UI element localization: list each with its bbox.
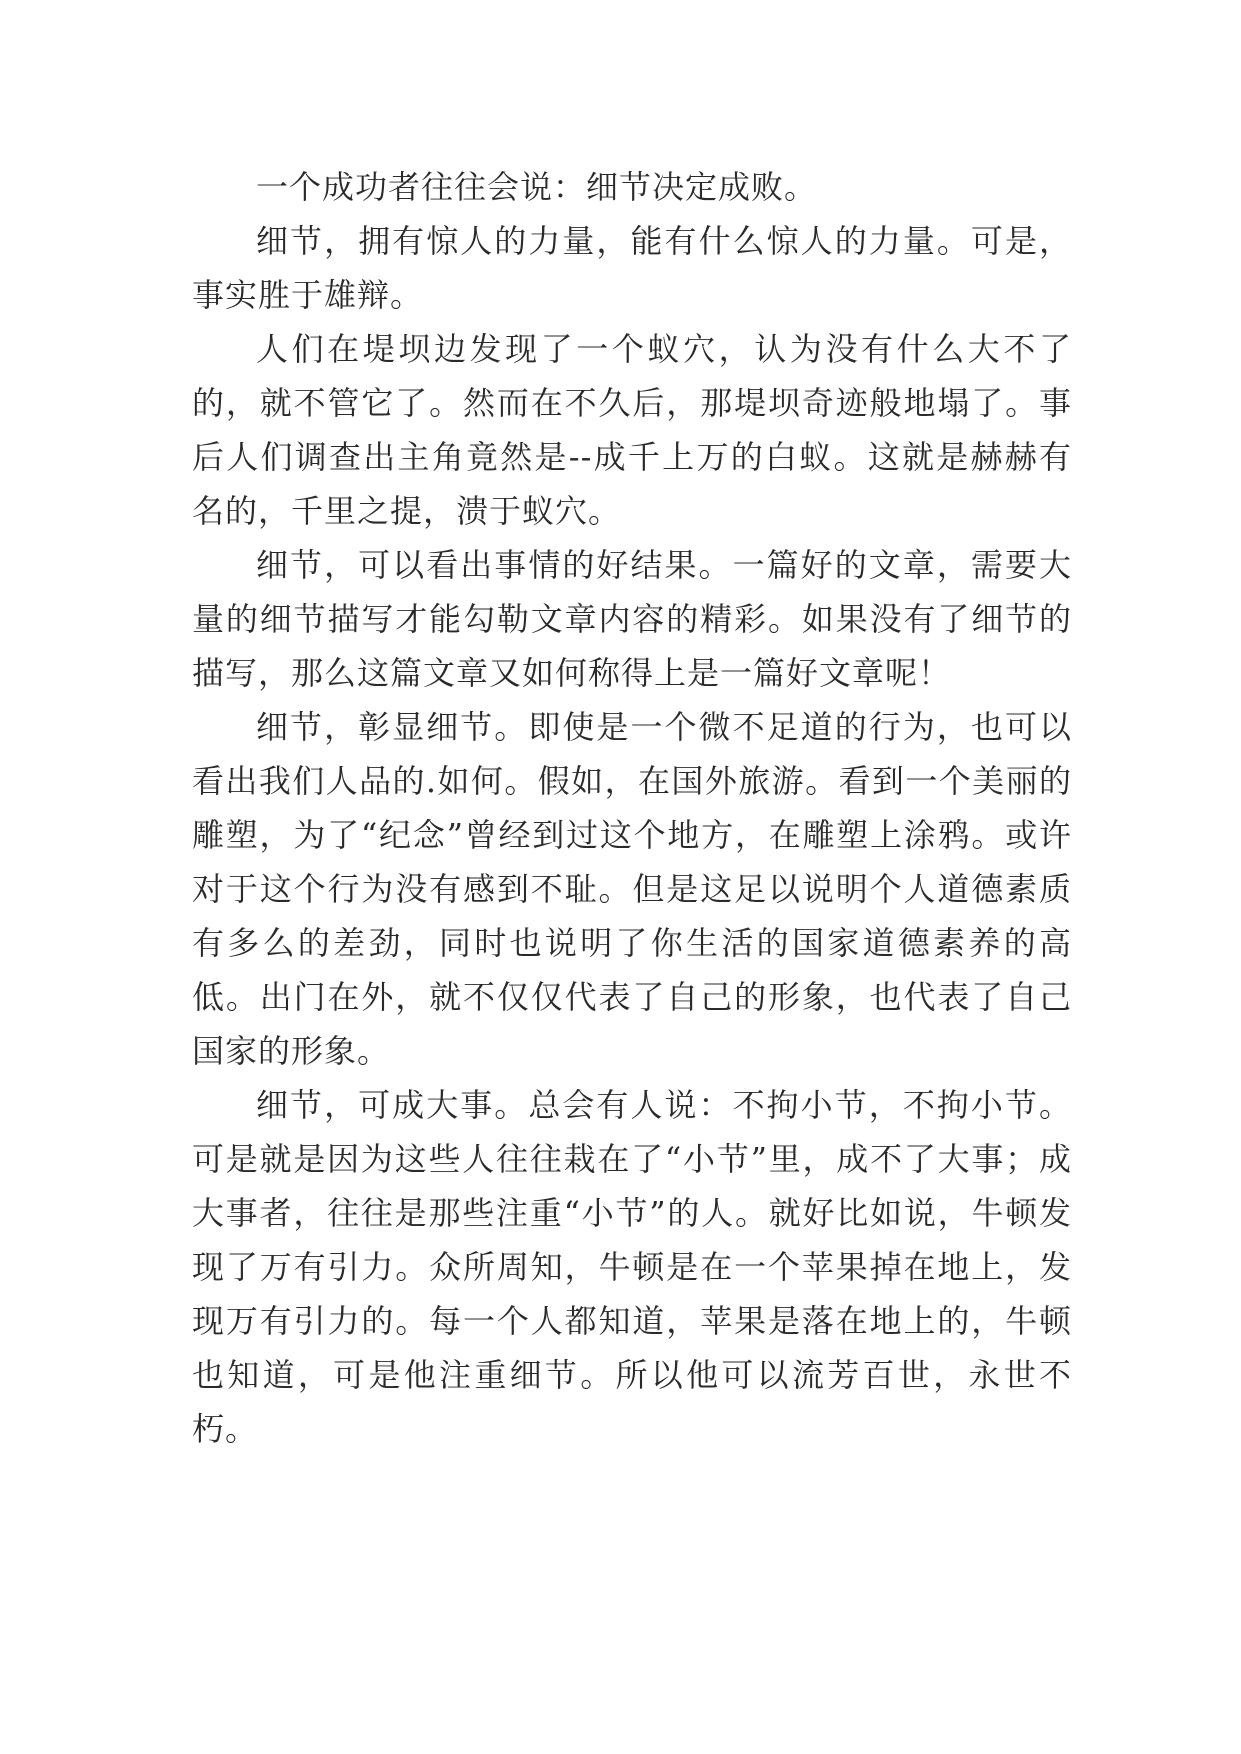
paragraph-2: 细节，拥有惊人的力量，能有什么惊人的力量。可是，事实胜于雄辩。 (192, 222, 1072, 314)
essay-body (192, 160, 1072, 1456)
paragraph-4: 细节，可以看出事情的好结果。一篇好的文章，需要大量的细节描写才能勾勒文章内容的精彩。如果没有了细节的描写，那么这篇文章又如何称得上是一篇好文章呢！ (192, 546, 1072, 692)
paragraph-6: 细节，可成大事。总会有人说：不拘小节，不拘小节。可是就是因为这些人往往栽在了“小节”里，成不了大事；成大事者，往往是那些注重“小节”的人。就好比如说，牛顿发现了万有引力。众所周知，牛顿是在一个苹果掉在地上，发现万有引力的。每一个人都知道，苹果是落在地上的，牛顿也知道，可是他注重细节。所以他可以流芳百世，永世不朽。 (192, 1086, 1072, 1448)
paragraph-3: 人们在堤坝边发现了一个蚁穴，认为没有什么大不了的，就不管它了。然而在不久后，那堤坝奇迹般地塌了。事后人们调查出主角竟然是--成千上万的白蚁。这就是赫赫有名的，千里之提，溃于蚁穴。 (192, 330, 1072, 530)
paragraph-5: 细节，彰显细节。即使是一个微不足道的行为，也可以看出我们人品的.如何。假如，在国外旅游。看到一个美丽的雕塑，为了“纪念”曾经到过这个地方，在雕塑上涂鸦。或许对于这个行为没有感到不耻。但是这足以说明个人道德素质有多么的差劲，同时也说明了你生活的国家道德素养的高低。出门在外，就不仅仅代表了自己的形象，也代表了自己国家的形象。 (192, 708, 1072, 1070)
paragraph-1: 一个成功者往往会说：细节决定成败。 (256, 168, 818, 206)
